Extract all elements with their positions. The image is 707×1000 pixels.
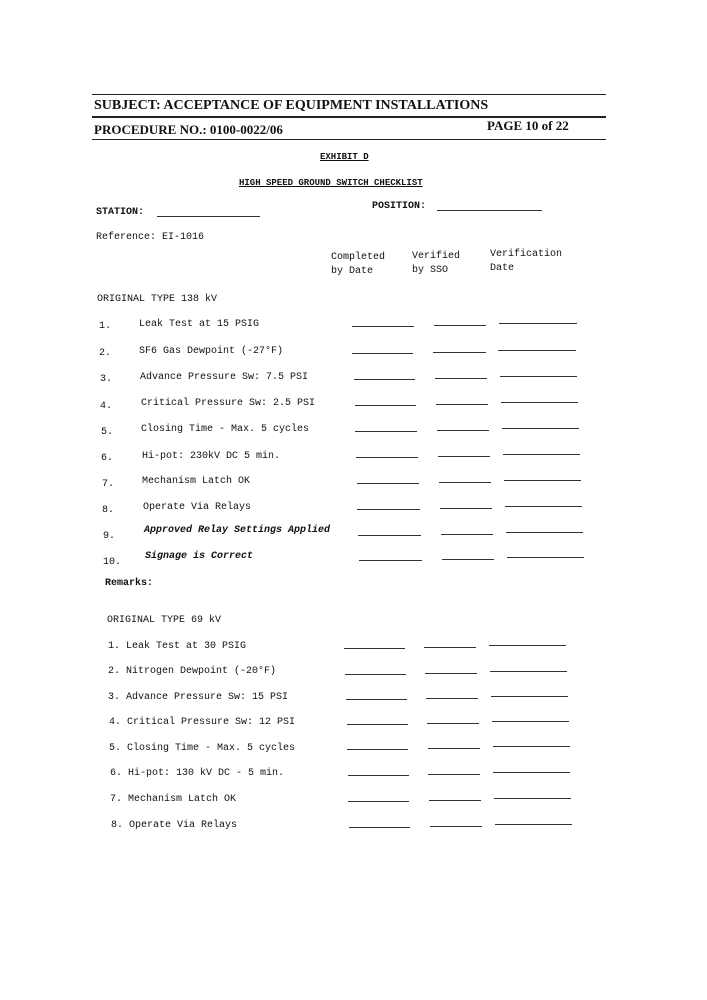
item-number: 10.: [103, 557, 122, 568]
completed-blank[interactable]: [345, 674, 406, 675]
verified-blank[interactable]: [441, 534, 493, 535]
item-number: 4.: [100, 401, 113, 412]
completed-blank[interactable]: [359, 560, 422, 561]
checklist-item-text: Critical Pressure Sw: 2.5 PSI: [141, 398, 316, 409]
verification-date-blank[interactable]: [506, 532, 583, 533]
verified-blank[interactable]: [435, 378, 487, 379]
checklist-item-text: 7. Mechanism Latch OK: [110, 794, 237, 805]
completed-blank[interactable]: [348, 775, 409, 776]
completed-blank[interactable]: [346, 699, 407, 700]
exhibit-label: EXHIBIT D: [320, 152, 369, 162]
completed-blank[interactable]: [352, 353, 413, 354]
verified-blank[interactable]: [433, 352, 486, 353]
checklist-item-text: 4. Critical Pressure Sw: 12 PSI: [109, 717, 296, 728]
checklist-item-text: Operate Via Relays: [143, 502, 252, 513]
verification-date-blank[interactable]: [494, 798, 571, 799]
completed-blank[interactable]: [357, 483, 419, 484]
item-number: 9.: [103, 531, 116, 542]
completed-blank[interactable]: [355, 405, 416, 406]
position-label: POSITION:: [372, 201, 427, 212]
verification-date-blank[interactable]: [493, 772, 570, 773]
verified-blank[interactable]: [442, 559, 494, 560]
verification-date-blank[interactable]: [499, 323, 577, 324]
reference-label: Reference: EI-1016: [96, 232, 205, 243]
item-number: 5.: [101, 427, 114, 438]
completed-blank[interactable]: [355, 431, 417, 432]
checklist-item-text: 3. Advance Pressure Sw: 15 PSI: [108, 692, 289, 703]
item-number: 2.: [99, 348, 112, 359]
checklist-item-text: Leak Test at 15 PSIG: [139, 319, 260, 330]
item-number: 1.: [99, 321, 112, 332]
subject-line: SUBJECT: ACCEPTANCE OF EQUIPMENT INSTALLATIONS: [94, 98, 489, 113]
verification-date-blank[interactable]: [490, 671, 567, 672]
verification-date-blank[interactable]: [489, 645, 566, 646]
section-69kv-heading: ORIGINAL TYPE 69 kV: [107, 615, 222, 626]
completed-blank[interactable]: [344, 648, 405, 649]
verified-blank[interactable]: [430, 826, 482, 827]
verified-blank[interactable]: [437, 430, 489, 431]
verified-blank[interactable]: [424, 647, 476, 648]
item-number: 8.: [102, 505, 115, 516]
verified-blank[interactable]: [428, 748, 480, 749]
verification-date-blank[interactable]: [505, 506, 582, 507]
completed-blank[interactable]: [349, 827, 410, 828]
verified-blank[interactable]: [434, 325, 486, 326]
completed-blank[interactable]: [347, 749, 408, 750]
checklist-item-text: 6. Hi-pot: 130 kV DC - 5 min.: [110, 768, 285, 779]
verification-date-blank[interactable]: [507, 557, 584, 558]
checklist-item-text: Mechanism Latch OK: [142, 476, 251, 487]
header-bottom-rule: [92, 139, 606, 140]
completed-blank[interactable]: [354, 379, 415, 380]
verified-blank[interactable]: [425, 673, 477, 674]
position-field-line[interactable]: [437, 210, 542, 211]
checklist-item-text: Signage is Correct: [145, 551, 254, 562]
verified-blank[interactable]: [427, 723, 479, 724]
verification-date-blank[interactable]: [504, 480, 581, 481]
procedure-number: PROCEDURE NO.: 0100-0022/06: [94, 122, 283, 137]
verification-date-blank[interactable]: [493, 746, 570, 747]
verified-blank[interactable]: [436, 404, 488, 405]
verification-date-blank[interactable]: [501, 402, 578, 403]
item-number: 6.: [101, 453, 114, 464]
verification-date-blank[interactable]: [502, 428, 579, 429]
checklist-item-text: 8. Operate Via Relays: [111, 820, 238, 831]
verification-date-blank[interactable]: [500, 376, 577, 377]
station-field-line[interactable]: [157, 216, 260, 217]
verified-blank[interactable]: [438, 456, 490, 457]
item-number: 3.: [100, 374, 113, 385]
checklist-item-text: Advance Pressure Sw: 7.5 PSI: [140, 372, 309, 383]
verification-date-blank[interactable]: [503, 454, 580, 455]
verification-date-blank[interactable]: [491, 696, 568, 697]
completed-blank[interactable]: [356, 457, 418, 458]
page-number: PAGE 10 of 22: [487, 118, 569, 133]
checklist-item-text: 1. Leak Test at 30 PSIG: [108, 641, 247, 652]
checklist-item-text: 5. Closing Time - Max. 5 cycles: [109, 743, 296, 754]
checklist-item-text: 2. Nitrogen Dewpoint (-20°F): [108, 666, 277, 677]
verified-blank[interactable]: [429, 800, 481, 801]
checklist-title: HIGH SPEED GROUND SWITCH CHECKLIST: [239, 178, 423, 188]
checklist-item-text: Approved Relay Settings Applied: [144, 525, 331, 536]
verification-date-blank[interactable]: [492, 721, 569, 722]
completed-blank[interactable]: [347, 724, 408, 725]
column-completed-by-date: Completed by Date: [331, 252, 386, 277]
checklist-item-text: SF6 Gas Dewpoint (-27°F): [139, 346, 284, 357]
station-label: STATION:: [96, 207, 145, 218]
verification-date-blank[interactable]: [498, 350, 576, 351]
completed-blank[interactable]: [352, 326, 414, 327]
checklist-item-text: Hi-pot: 230kV DC 5 min.: [142, 451, 281, 462]
completed-blank[interactable]: [357, 509, 420, 510]
verification-date-blank[interactable]: [495, 824, 572, 825]
section-138kv-heading: ORIGINAL TYPE 138 kV: [97, 294, 218, 305]
completed-blank[interactable]: [348, 801, 409, 802]
remarks-label: Remarks:: [105, 578, 154, 589]
verified-blank[interactable]: [440, 508, 492, 509]
column-verification-date: Verification Date: [490, 249, 563, 274]
header-top-rule: [92, 94, 606, 95]
checklist-item-text: Closing Time - Max. 5 cycles: [141, 424, 310, 435]
verified-blank[interactable]: [426, 698, 478, 699]
column-verified-by-sso: Verified by SSO: [412, 251, 461, 276]
item-number: 7.: [102, 479, 115, 490]
verified-blank[interactable]: [439, 482, 491, 483]
verified-blank[interactable]: [428, 774, 480, 775]
completed-blank[interactable]: [358, 535, 421, 536]
